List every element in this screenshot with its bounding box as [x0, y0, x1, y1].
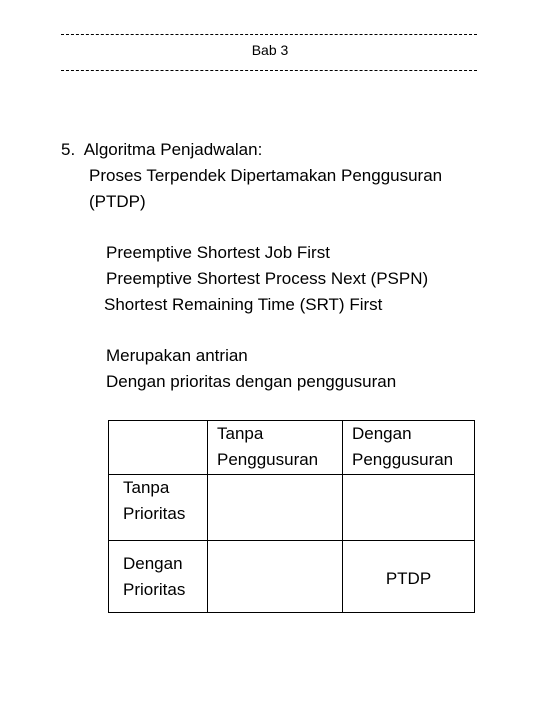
- row-header-text: Tanpa: [123, 478, 170, 497]
- section-heading: [61, 140, 262, 160]
- section-subtitle-line1: Proses Terpendek Dipertamakan Penggusuran: [89, 166, 443, 185]
- header-cell-text: Dengan: [352, 424, 412, 443]
- row-header-with-priority: [109, 541, 208, 613]
- table-row: [109, 421, 475, 475]
- table-cell: [343, 475, 475, 541]
- header-bottom-rule: [61, 70, 477, 71]
- header-cell-with-preemption: [343, 421, 475, 475]
- row-header-without-priority: [109, 475, 208, 541]
- table-row: [109, 475, 475, 541]
- section-title: Algoritma Penjadwalan:: [83, 140, 263, 159]
- header-cell-text: Penggusuran: [217, 450, 319, 469]
- page-header-title: Bab 3: [251, 42, 289, 58]
- table-cell: [208, 475, 343, 541]
- description-line: Dengan prioritas dengan penggusuran: [106, 372, 397, 391]
- alias-item: Preemptive Shortest Process Next (PSPN): [106, 269, 429, 288]
- header-cell-without-preemption: [208, 421, 343, 475]
- header-cell-text: Tanpa: [217, 424, 264, 443]
- classification-table: [108, 420, 475, 613]
- row-header-text: Prioritas: [123, 504, 186, 523]
- alias-item: Shortest Remaining Time (SRT) First: [104, 295, 383, 314]
- table-corner-cell: [109, 421, 208, 475]
- alias-item: Preemptive Shortest Job First: [106, 243, 330, 262]
- table-cell: [208, 541, 343, 613]
- header-cell-text: Penggusuran: [352, 450, 454, 469]
- table-cell-ptdp: PTDP: [343, 541, 475, 613]
- table-row: [109, 541, 475, 613]
- description-line: Merupakan antrian: [106, 346, 248, 365]
- row-header-text: Prioritas: [123, 580, 186, 599]
- row-header-text: Dengan: [123, 554, 183, 573]
- section-number: 5.: [61, 140, 76, 159]
- header-top-rule: [61, 34, 477, 35]
- section-subtitle-line2: (PTDP): [89, 192, 146, 211]
